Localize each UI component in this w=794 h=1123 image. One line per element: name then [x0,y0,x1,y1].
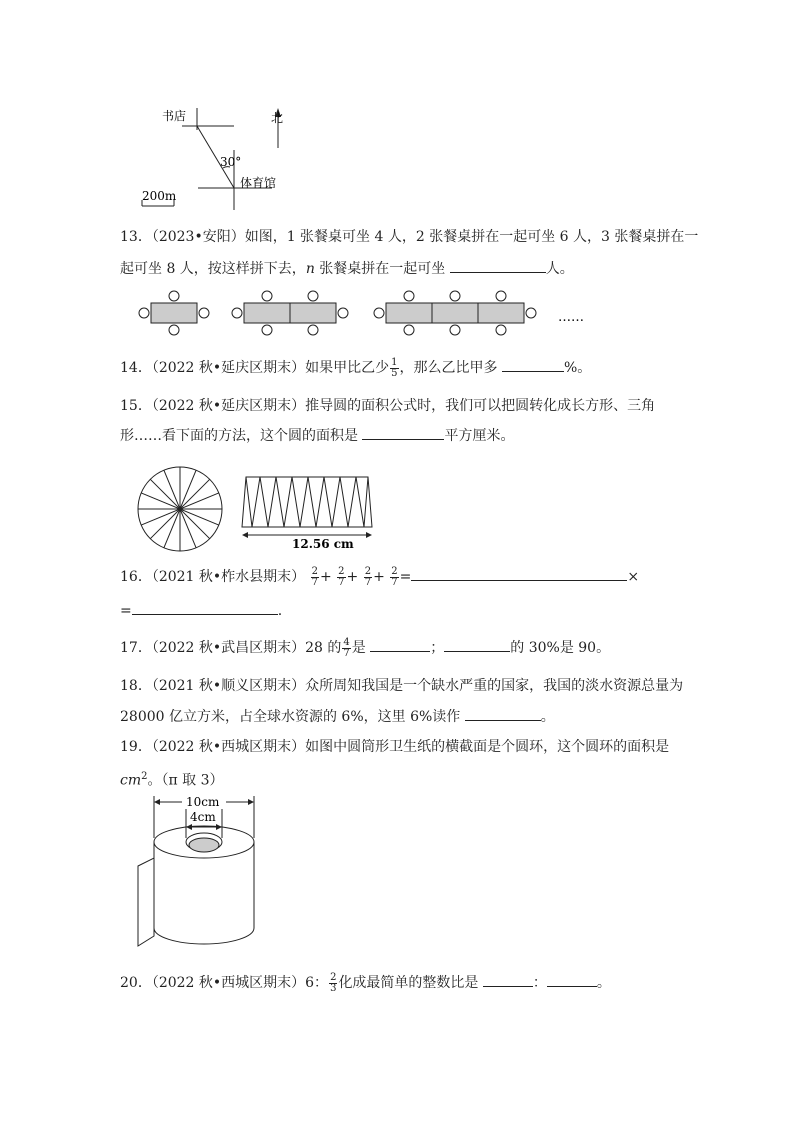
outer-diameter-label: 10cm [186,795,220,809]
circle-dimension: 12.56 cm [292,537,354,551]
north-label-text: 北 [271,111,284,125]
q20-blank-1[interactable] [483,972,533,987]
q17-blank-1[interactable] [370,637,430,652]
bookstore-label: 书店 [162,109,187,123]
q13-answer-blank[interactable] [450,258,546,273]
q14-line: 14．（2022 秋•延庆区期末）如果甲比乙少 $\frac{1}{5}$ ，那么乙比甲多 %。 [120,356,592,379]
q17-blank-2[interactable] [444,637,510,652]
q19-line1: 19．（2022 秋•西城区期末）如图中圆筒形卫生纸的横截面是个圆环，这个圆环的面积是 [120,739,670,755]
tables-ellipsis: …… [558,310,584,325]
q15-line2: 形……看下面的方法，这个圆的面积是 平方厘米。 [120,425,514,446]
q16-blank-1[interactable] [411,566,627,581]
q13-line2: 起可坐 8 人，按这样拼下去，n 张餐桌拼在一起可坐 人。 [120,258,574,279]
q15-line1: 15．（2022 秋•延庆区期末）推导圆的面积公式时，我们可以把圆转化成长方形、三角 [120,398,656,414]
q18-line2: 28000 亿立方米，占全球水资源的 6%，这里 6%读作 。 [120,706,555,727]
q14-fraction: $\frac{1}{5}$ [391,356,398,379]
q18-answer-blank[interactable] [465,706,541,721]
gym-label: 体育馆 [240,176,277,190]
q20-blank-2[interactable] [547,972,597,987]
circle-figure [134,465,394,555]
q19-line2: $cm^2$。（π 取 3） [120,771,224,789]
q16-blank-2[interactable] [132,600,278,615]
q16-line1: 16．（2021 秋•柞水县期末） $\frac{2}{7}$ + $\frac{2}{7}$ + $\frac{2}{7}$ + $\frac{2}{7}$ = × [120,565,640,588]
q18-line1: 18．（2021 秋•顺义区期末）众所周知我国是一个缺水严重的国家，我国的淡水资源总量为 [120,678,684,694]
q17-line: 17．（2022 秋•武昌区期末）28 的 $\frac{4}{7}$ 是 ； 的 30%是 90。 [120,636,611,659]
scale-label: 200m [142,189,177,203]
tables-figure [130,285,610,340]
angle-label: 30° [220,155,242,169]
q20-line: 20．（2022 秋•西城区期末）6： $\frac{2}{3}$ 化成最简单的整数比是 ： 。 [120,971,611,994]
q14-answer-blank[interactable] [502,357,564,372]
q16-line2: = . [120,600,282,621]
map-figure [130,100,300,215]
q13-line1: 13．（2023•安阳）如图，1 张餐桌可坐 4 人，2 张餐桌拼在一起可坐 6 人，3 张餐桌拼在一 [120,229,699,245]
q15-answer-blank[interactable] [362,425,444,440]
tissue-roll-figure [134,792,264,957]
inner-diameter-label: 4cm [190,810,216,824]
